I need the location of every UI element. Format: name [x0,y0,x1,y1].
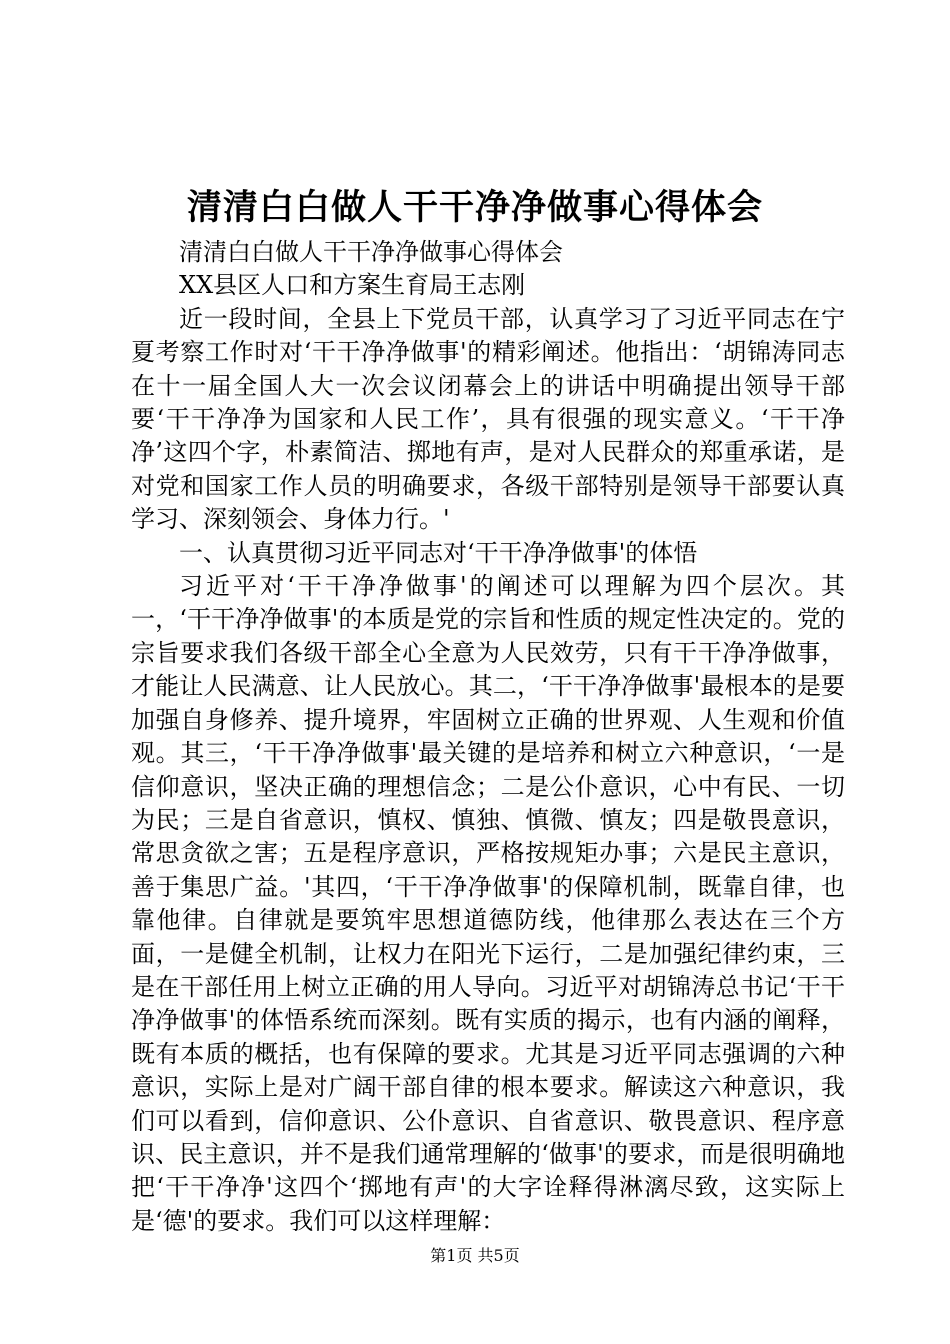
paragraph-subtitle: 清清白白做人干干净净做事心得体会 [179,238,563,266]
paragraph-intro: 近一段时间，全县上下党员干部，认真学习了习近平同志在宁夏考察工作时对‘干干净净做事'的精彩阐述。他指出：‘胡锦涛同志在十一届全国人大一次会议闭幕会上的讲话中明确提出领导干部要‘干干净净为国家和人民工作’，具有很强的现实意义。‘干干净净’这四个字，朴素简洁、掷地有声，是对人民群众的郑重承诺，是对党和国家工作人员的明确要求，各级干部特别是领导干部要认真学习、深刻领会、身体力行。' [131,304,845,534]
document-title: 清清白白做人干干净净做事心得体会 [186,187,763,228]
document-body [131,236,845,1238]
page-number-footer: 第1页 共5页 [430,1246,520,1265]
paragraph-section-1: 习近平对‘干干净净做事'的阐述可以理解为四个层次。其一，‘干干净净做事'的本质是党的宗旨和性质的规定性决定的。党的宗旨要求我们各级干部全心全意为人民效劳，只有干干净净做事，才能让人民满意、让人民放心。其二，‘干干净净做事'最根本的是要加强自身修养、提升境界，牢固树立正确的世界观、人生观和价值观。其三，‘干干净净做事'最关键的是培养和树立六种意识，‘一是信仰意识，坚决正确的理想信念；二是公仆意识，心中有民、一切为民；三是自省意识，慎权、慎独、慎微、慎友；四是敬畏意识，常思贪欲之害；五是程序意识，严格按规矩办事；六是民主意识，善于集思广益。'其四，‘干干净净做事'的保障机制，既靠自律，也靠他律。自律就是要筑牢思想道德防线，他律那么表达在三个方面，一是健全机制，让权力在阳光下运行，二是加强纪律约束，三是在干部任用上树立正确的用人导向。习近平对胡锦涛总书记‘干干净净做事'的体悟系统而深刻。既有实质的揭示，也有内涵的阐释，既有本质的概括，也有保障的要求。尤其是习近平同志强调的六种意识，实际上是对广阔干部自律的根本要求。解读这六种意识，我们可以看到，信仰意识、公仆意识、自省意识、敬畏意识、程序意识、民主意识，并不是我们通常理解的‘做事'的要求，而是很明确地把‘干干净净'这四个‘掷地有声'的大字诠释得淋漓尽致，这实际上是‘德'的要求。我们可以这样理解： [131,572,845,1235]
section-heading-1: 一、认真贯彻习近平同志对‘干干净净做事'的体悟 [179,538,698,567]
paragraph-author: XX县区人口和方案生育局王志刚 [179,271,526,300]
